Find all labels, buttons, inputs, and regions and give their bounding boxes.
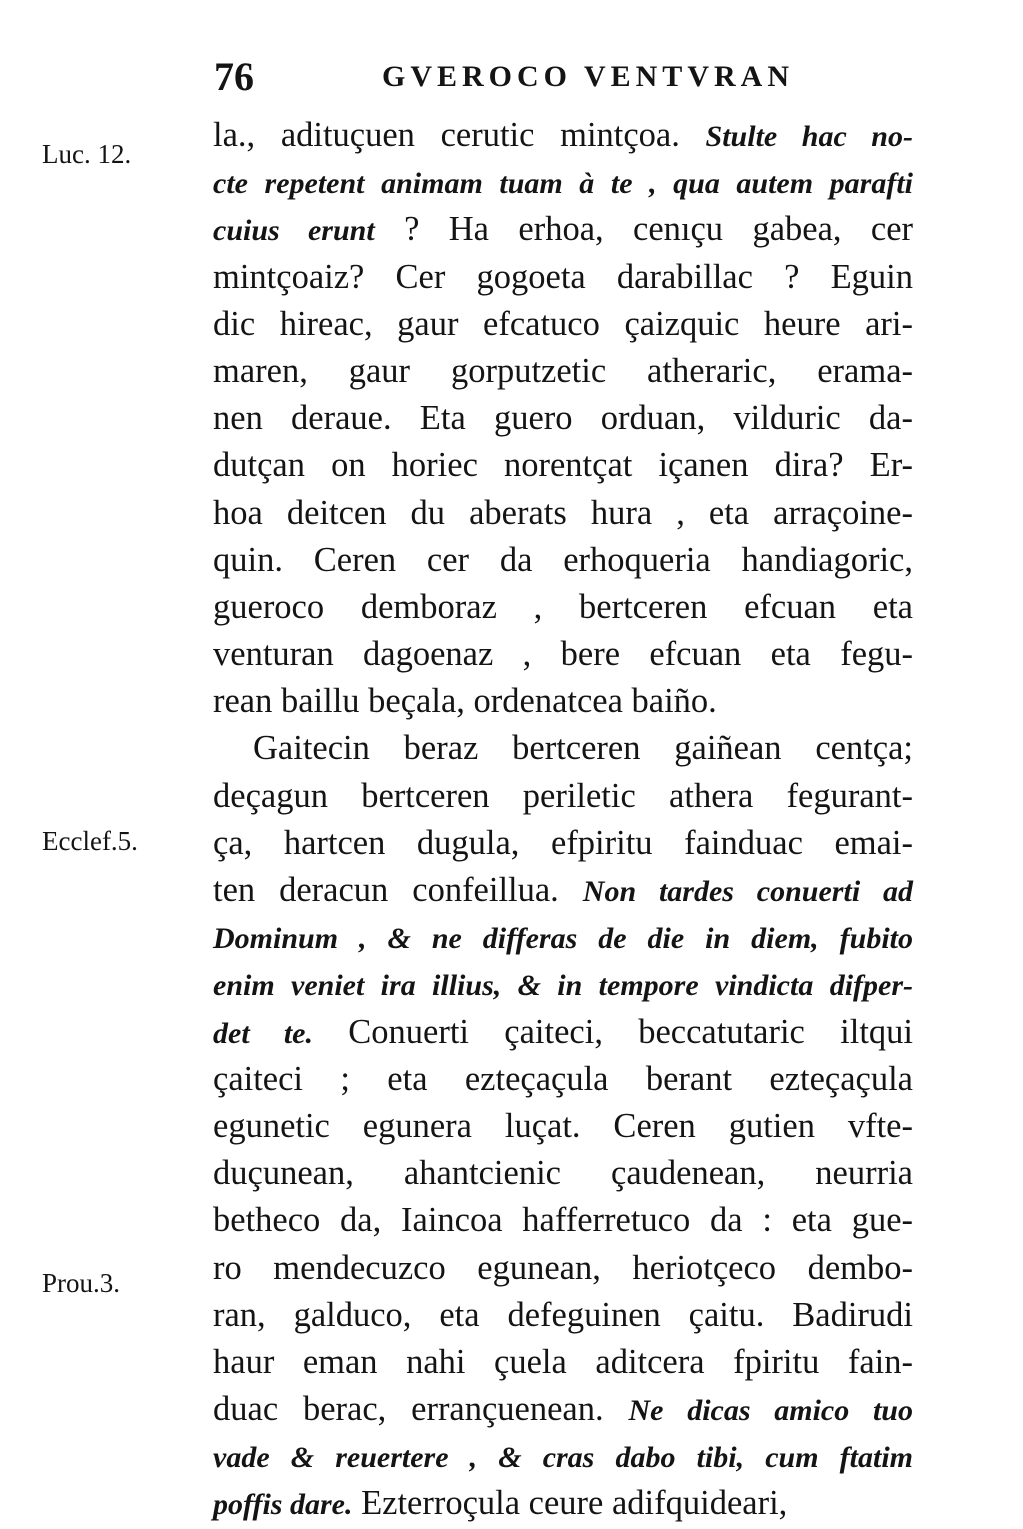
latin-quotation: Stulte hac no- [705,120,913,153]
text-segment: maren, gaur gorputzetic atheraric, erama- [213,351,913,390]
text-segment: ran, galduco, eta defeguinen çaitu. Badirudi [213,1295,913,1334]
text-line [213,914,913,961]
margin-note: Prou.3. [42,1268,121,1298]
latin-quotation: Non tardes conuerti ad [582,875,913,908]
text-line [213,820,913,867]
text-line [213,206,913,253]
text-segment: ça, hartcen dugula, efpiritu fainduac emai- [213,823,913,862]
latin-quotation: det te. [213,1016,313,1050]
latin-quotation: cuius erunt [213,214,375,248]
text-segment: ro mendecuzco egunean, heriotçeco dembo- [213,1248,913,1287]
text-line [213,1197,913,1244]
text-line [213,159,913,206]
body-text [213,112,913,1528]
text-line [213,1292,913,1339]
text-segment: ten deracun confeillua. [213,871,583,909]
text-line [213,631,913,678]
margin-note: Ecclef.5. [42,826,138,856]
text-segment: venturan dagoenaz , bere efcuan eta fegu- [213,635,913,674]
margin-note: Luc. 12. [42,139,132,169]
text-segment: çaiteci ; eta ezteçaçula berant ezteçaçula [213,1059,913,1098]
latin-quotation: enim veniet ira illius, & in tempore vindicta difper- [213,969,913,1003]
text-line [213,678,913,725]
text-segment: deçagun bertceren periletic athera fegurant- [213,776,913,815]
text-segment: Ezterroçula ceure adifquideari, [352,1484,788,1523]
page-header [212,52,912,102]
text-line [213,1245,913,1292]
text-segment: dic hireac, gaur efcatuco çaizquic heure ari- [213,304,913,343]
text-segment: dutçan on horiec norentçat içanen dira? Er- [213,446,913,485]
text-segment: mintçoaiz? Cer gogoeta darabillac ? Eguin [213,257,913,296]
text-line [213,1386,913,1433]
text-segment: rean baillu beçala, ordenatcea baiño. [213,682,717,721]
text-segment: ? Ha erhoa, cenıçu gabea, cer [374,210,914,249]
text-line [213,395,913,442]
text-segment: gueroco demboraz , bertceren efcuan eta [213,587,913,626]
text-segment: haur eman nahi çuela aditcera fpiritu fain- [213,1342,913,1381]
text-line [213,442,913,489]
text-line [213,584,913,631]
latin-quotation: cte repetent animam tuam à te , qua autem parafti [213,167,913,201]
text-segment: duac berac, errançuenean. [213,1390,629,1429]
text-segment: betheco da, Iaincoa hafferretuco da : eta gue- [213,1201,913,1240]
page-number: 76 [214,54,254,99]
latin-quotation: vade & reuertere , & cras dabo tibi, cum ftatim [213,1441,913,1475]
text-segment: Conuerti çaiteci, beccatutaric iltqui [312,1012,913,1051]
latin-quotation: poffis dare. [213,1488,353,1522]
text-line [213,348,913,395]
running-head: GVEROCO VENTVRAN [382,60,794,93]
text-line [213,725,913,772]
text-line [213,867,913,914]
latin-quotation: Ne dicas amico tuo [628,1394,913,1428]
text-line [213,1009,913,1056]
text-line [213,1339,913,1386]
text-line [213,773,913,820]
text-line [213,1056,913,1103]
text-line [213,1150,913,1197]
text-line [213,301,913,348]
text-segment: egunetic egunera luçat. Ceren gutien vfte- [213,1106,913,1145]
text-segment: nen deraue. Eta guero orduan, vilduric da- [213,399,913,438]
text-line [213,112,913,159]
text-segment: duçunean, ahantcienic çaudenean, neurria [213,1154,913,1193]
text-line [213,537,913,584]
text-line [213,1480,913,1527]
text-line [213,1433,913,1480]
text-line [213,490,913,537]
text-segment: la., adituçuen cerutic mintçoa. [213,116,706,154]
text-segment: Gaitecin beraz bertceren gaiñean centça; [253,729,913,768]
latin-quotation: Dominum , & ne differas de die in diem, fubito [213,922,913,956]
text-segment: hoa deitcen du aberats hura , eta arraçoine- [213,493,913,532]
text-segment: quin. Ceren cer da erhoqueria handiagoric, [213,540,913,579]
text-line [213,961,913,1008]
text-line [213,1103,913,1150]
text-line [213,254,913,301]
